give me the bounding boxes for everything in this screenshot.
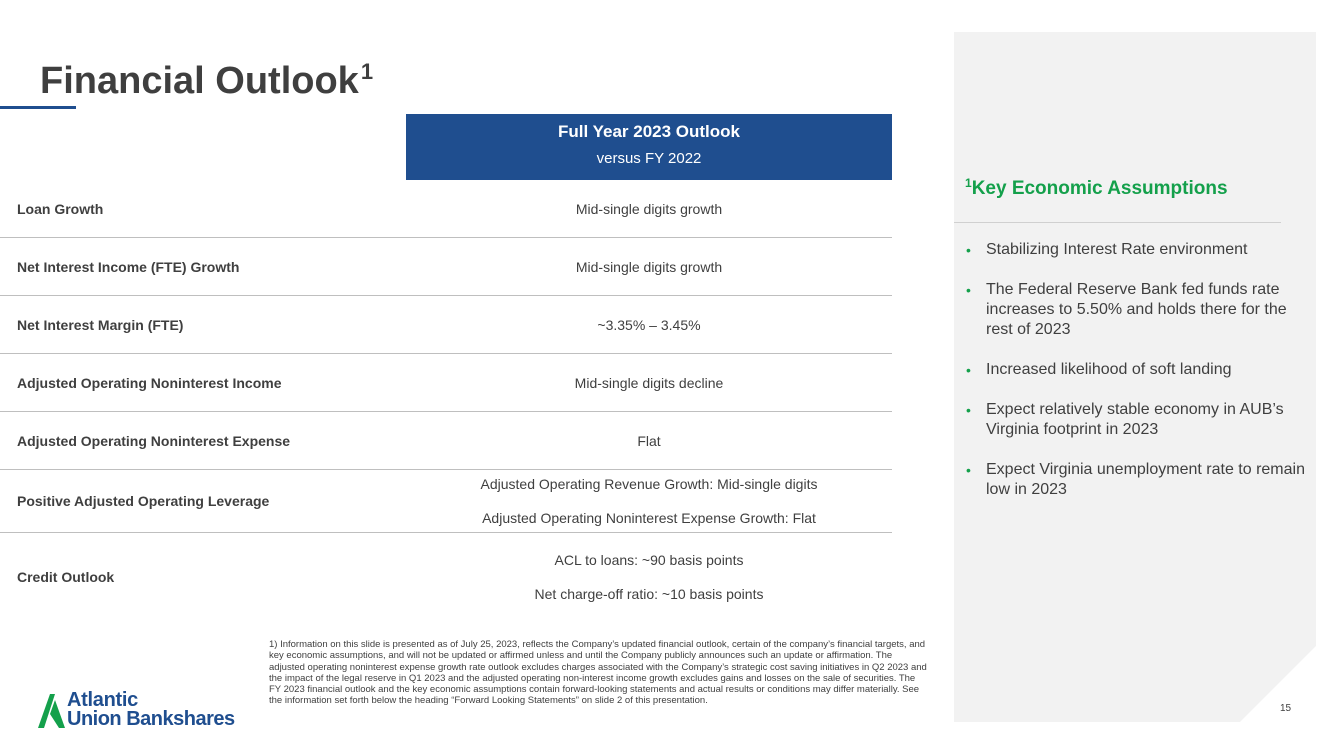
table-row-operating-leverage (0, 470, 892, 533)
bullet-text: Expect Virginia unemployment rate to remain low in 2023 (986, 461, 1305, 498)
row-value-cell (406, 533, 892, 621)
row-value: ~3.35% – 3.45% (597, 316, 701, 333)
list-item (966, 280, 1306, 340)
bullet-icon: • (966, 402, 971, 418)
outlook-header-subtitle: versus FY 2022 (596, 150, 702, 167)
row-label: Loan Growth (17, 200, 104, 217)
table-row-nii-growth (0, 238, 892, 296)
assumptions-footnote-marker: 1 (965, 176, 972, 190)
bullet-icon: • (966, 242, 971, 258)
page-title-text: Financial Outlook (40, 60, 359, 102)
table-row-credit-outlook (0, 533, 892, 621)
table-row-nim (0, 296, 892, 354)
logo-text-line1: Atlantic (67, 689, 138, 711)
bullet-text: Increased likelihood of soft landing (986, 361, 1232, 378)
list-item (966, 400, 1306, 440)
key-assumptions-divider (954, 222, 1281, 223)
bullet-icon: • (966, 462, 971, 478)
row-label: Net Interest Income (FTE) Growth (17, 258, 240, 275)
logo-mark-icon (38, 692, 66, 728)
page-number: 15 (1280, 703, 1292, 714)
row-label: Positive Adjusted Operating Leverage (17, 493, 270, 509)
row-value: Mid-single digits decline (574, 374, 724, 391)
page-title (40, 50, 373, 103)
row-label: Adjusted Operating Noninterest Income (17, 374, 282, 391)
row-value: Adjusted Operating Revenue Growth: Mid-single digits (480, 475, 818, 492)
outlook-table-header (406, 114, 892, 180)
row-value-cell (406, 238, 892, 295)
title-footnote-marker: 1 (360, 59, 374, 84)
table-row-noninterest-expense (0, 412, 892, 470)
key-assumptions-panel (954, 32, 1316, 722)
row-value: ACL to loans: ~90 basis points (554, 551, 744, 568)
list-item (966, 360, 1306, 380)
row-value: Mid-single digits growth (575, 200, 723, 217)
company-logo (38, 690, 258, 730)
list-item (966, 240, 1306, 260)
row-label: Net Interest Margin (FTE) (17, 316, 184, 333)
bullet-text: The Federal Reserve Bank fed funds rate increases to 5.50% and holds there for the rest of 2023 (986, 281, 1287, 338)
row-value-cell (406, 470, 892, 532)
table-row-loan-growth (0, 180, 892, 238)
key-assumptions-list (966, 240, 1306, 520)
row-value-cell (406, 180, 892, 237)
row-label: Adjusted Operating Noninterest Expense (17, 432, 291, 449)
title-underline (0, 106, 76, 109)
outlook-header-title: Full Year 2023 Outlook (557, 122, 741, 141)
bullet-icon: • (966, 362, 971, 378)
key-assumptions-title-text: Key Economic Assumptions (971, 178, 1228, 199)
footnote: 1) Information on this slide is presented as of July 25, 2023, reflects the Company’s updated financial outlook, certain of the company’s financial targets, and key economic assumptions, and will not be updated or affirmed unless and until the Company publicly announces such an update or affirmation. The adjusted operating noninterest expense growth rate outlook excludes charges associated with the Company’s strategic cost saving initiatives in Q2 2023 and the impact of the legal reserve in Q1 2023 and the adjusted operating non-interest income growth excludes gains and losses on the sale of securities. The FY 2023 financial outlook and the key economic assumptions contain forward-looking statements and actual results or conditions may differ materially. See the information set forth below the heading “Forward Looking Statements” on slide 2 of this presentation. (269, 639, 927, 707)
row-value: Flat (637, 432, 661, 449)
row-value: Mid-single digits growth (575, 258, 723, 275)
row-value-cell (406, 412, 892, 469)
row-value-cell (406, 296, 892, 353)
bullet-icon: • (966, 282, 971, 298)
row-value: Adjusted Operating Noninterest Expense Growth: Flat (482, 509, 816, 526)
bullet-text: Stabilizing Interest Rate environment (986, 241, 1248, 258)
table-row-noninterest-income (0, 354, 892, 412)
bullet-text: Expect relatively stable economy in AUB’s Virginia footprint in 2023 (986, 401, 1284, 438)
panel-corner-cut (1240, 646, 1316, 722)
row-label: Credit Outlook (17, 569, 115, 585)
logo-text-line2: Union Bankshares (67, 708, 235, 730)
row-value: Net charge-off ratio: ~10 basis points (534, 585, 764, 602)
list-item (966, 460, 1306, 500)
row-value-cell (406, 354, 892, 411)
key-assumptions-title (965, 176, 1228, 200)
